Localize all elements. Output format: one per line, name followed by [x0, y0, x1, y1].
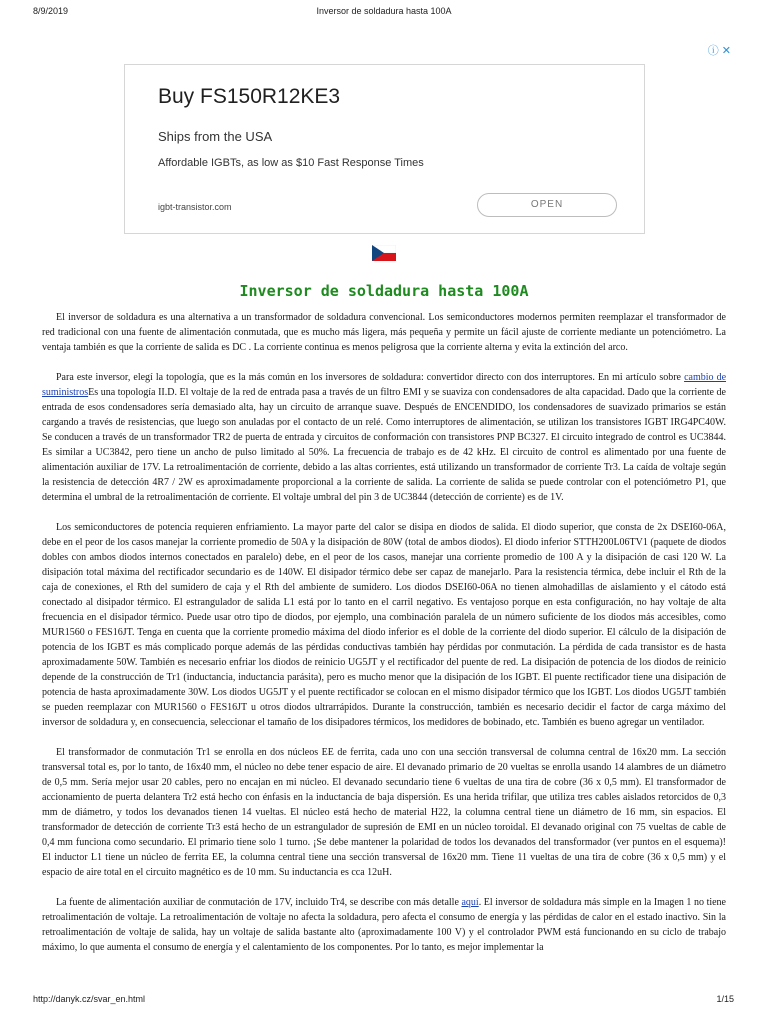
- link-aqui[interactable]: aquí: [461, 897, 479, 908]
- paragraph-auxiliary-text-2: . El inversor de soldadura más simple en la Imagen 1 no tiene retroalimentación de voltaje. La retroalimentación de voltaje no afecta la soldadura, pero afecta el consumo de energía y las pérdidas de calor en el estado inactivo. Sin la retroalimentación de voltaje de salida, hay un voltaje de salida bastante alto (aproximadamente 100 V) y el controlador PWM está funcionando en su ciclo de trabajo máximo, lo que aumenta el consumo de energía y el calentamiento de los componentes. Por lo tanto, es mejor implementar la: [42, 897, 726, 953]
- paragraph-cooling: Los semiconductores de potencia requieren enfriamiento. La mayor parte del calor se disipa en diodos de salida. El diodo superior, que consta de 2x DSEI60-06A, debe en el peor de los casos manejar la corriente promedio de 50A y la disipación de 80W (total de ambos diodos). El diodo inferior STTH200L06TV1 (paquete de diodos dobles con ambos diodos internos conectados en paralelo) debe, en el peor de los casos, manejar una corriente promedio de 100 A y la disipación de casi 120 W. La disipación total máxima del rectificador secundario es de 140W. El disipador térmico debe ser capaz de manejarlo. Para la resistencia térmica, debe incluir el Rth de la caja de conexiones, el Rth del sumidero de caja y el Rth del ambiente de sumidero. Los diodos DSEI60-06A no tienen almohadillas de aislamiento y el cátodo está conectado al disipador térmico. El estrangulador de salida L1 está por lo tanto en el carril negativo. Es ventajoso porque en esta configuración, no hay voltaje de alta frecuencia en el disipador térmico. Puede usar otro tipo de diodos, por ejemplo, una combinación paralela de un número suficiente de los diodos más accesibles, como MUR1560 o FES16JT. Tenga en cuenta que la corriente promedio máxima del diodo inferior es el doble de la corriente del diodo superior. El cálculo de la disipación de potencia de los IGBT es más complicado porque además de las pérdidas conductivas también hay pérdidas por conmutación. La pérdida de cada transistor es de hasta aproximadamente 50W. También es necesario enfriar los diodos de reinicio UG5JT y el rectificador del puente de red. La disipación de potencia de los diodos de reinicio depende de la construcción de Tr1 (inductancia, inductancia parásita), pero es mucho menor que la disipación de los IGBT. El puente rectificador tiene una disipación de potencia de hasta aproximadamente 30W. Los diodos UG5JT y el puente rectificador se colocan en el mismo disipador térmico que los IGBT. Los diodos UG5JT también se pueden reemplazar con MUR1560 o FES16JT u otros diodos ultrarrápidos. Durante la construcción, también es necesario decidir el factor de carga máximo del inversor de soldadura y, en consecuencia, seleccionar el tamaño de los disipadores térmicos, los medidores de bobinado, etc. También es bueno agregar un ventilador.: [42, 522, 726, 728]
- paragraph-auxiliary: [42, 895, 726, 955]
- ad-open-button[interactable]: OPEN: [477, 193, 617, 217]
- print-url: http://danyk.cz/svar_en.html: [33, 994, 146, 1004]
- paragraph-intro: El inversor de soldadura es una alternativa a un transformador de soldadura convencional. Los semiconductores modernos permiten reemplazar el transformador de red tradicional con una fuente de alimentación conmutada, que es mucho más ligera, más pequeña y permite un fácil ajuste de corriente mediante un potenciómetro. La ventaja también es que la corriente de salida es DC . La corriente continua es menos peligrosa que la corriente alterna y evita la extinción del arco.: [42, 312, 726, 353]
- print-footer: [0, 994, 768, 1008]
- print-header: [0, 6, 768, 20]
- ad-domain: igbt-transistor.com: [158, 202, 232, 212]
- paragraph-transformer: El transformador de conmutación Tr1 se enrolla en dos núcleos EE de ferrita, cada uno con una sección transversal de columna central de 16x20 mm. La sección transversal total es, por lo tanto, de 16x40 mm, el núcleo no debe tener espacio de aire. El devanado primario de 20 vueltas se enrolla usando 14 alambres de un diámetro de 0,5 mm. Sería mejor usar 20 cables, pero no encajan en mi núcleo. El devanado secundario tiene 6 vueltas de una tira de cobre (36 x 0,5 mm). El transformador de accionamiento de puerta delantera Tr2 está hecho con énfasis en la inductancia de baja dispersión. Es una herida trifilar, que utiliza tres cables aislados retorcidos de 0,3 mm de diámetro, y todos los devanados tienen 14 vueltas. El núcleo está hecho de material H22, la columna central tiene un diámetro de 16 mm, sin espacios. El transformador de detección de corriente Tr3 está hecho de un estrangulador de supresión de EMI en un núcleo toroidal. El devanado original con 75 vueltas de cable de 0,4 mm funciona como secundario. El primario tiene solo 1 turno. ¡Se debe mantener la polaridad de todos los devanados del transformador (ver puntos en el esquema)! El inductor L1 tiene un núcleo de ferrita EE, la columna central tiene una sección transversal de 16x20 mm. Tiene 11 vueltas de una tira de cobre (36 x 0,5 mm) y el espacio de aire total en el circuito magnético es de 10 mm. Su inductancia es cca 12uH.: [42, 747, 726, 878]
- link-cambio-de-suministros[interactable]: cambio de suministros: [42, 372, 727, 398]
- article-body: [42, 310, 726, 970]
- ad-title[interactable]: Buy FS150R12KE3: [158, 85, 341, 108]
- ad-subtitle: Ships from the USA: [158, 129, 273, 144]
- article-heading: Inversor de soldadura hasta 100A: [239, 282, 529, 300]
- print-date: 8/9/2019: [33, 6, 69, 16]
- paragraph-topology: [42, 370, 726, 505]
- paragraph-auxiliary-text: La fuente de alimentación auxiliar de conmutación de 17V, incluido Tr4, se describe con más detalle: [56, 897, 462, 908]
- print-title: Inversor de soldadura hasta 100A: [316, 6, 452, 16]
- czech-flag-icon[interactable]: [372, 245, 396, 261]
- ad-banner[interactable]: [124, 64, 645, 234]
- ad-choices-icon[interactable]: ⓘ✕: [707, 45, 734, 57]
- ad-description: Affordable IGBTs, as low as $10 Fast Response Times: [158, 157, 424, 169]
- page-number: 1/15: [716, 994, 734, 1004]
- paragraph-topology-text: Para este inversor, elegí la topología, que es la más común en los inversores de soldadura: convertidor directo con dos interruptores. En mi artículo sobre: [56, 372, 685, 383]
- paragraph-topology-text-2: Es una topología II.D. El voltaje de la red de entrada pasa a través de un filtro EMI y se suaviza con condensadores de alta capacidad. Dado que la corriente de entrada de esos condensadores sería demasiado alta, hay un circuito de arranque suave. Después de ENCENDIDO, los condensadores de suavizado primarios se están cargando a través de resistencias, que luego son anuladas por el contacto de un relé. Como interruptores de alimentación, se utilizan los transistores IGBT IRG4PC40W. Se conducen a través de un transformador TR2 de puerta de entrada y circuitos de conformación con transistores PNP BC327. El circuito integrado de control es UC3844. Es similar a UC3842, pero tiene un ancho de pulso limitado al 50%. La frecuencia de trabajo es de 42 kHz. El circuito de control es alimentado por una fuente de alimentación auxiliar de 17V. La retroalimentación de corriente, debido a las altas corrientes, está utilizando un transformador de corriente Tr3. La caída de voltaje según la resistencia de detección 4R7 / 2W es aproximadamente proporcional a la corriente de salida. La corriente de salida se puede controlar con el potenciómetro P1, que determina el umbral de la retroalimentación de corriente. El voltaje umbral del pin 3 de UC3844 (detección de corriente) es de 1V.: [42, 387, 726, 503]
